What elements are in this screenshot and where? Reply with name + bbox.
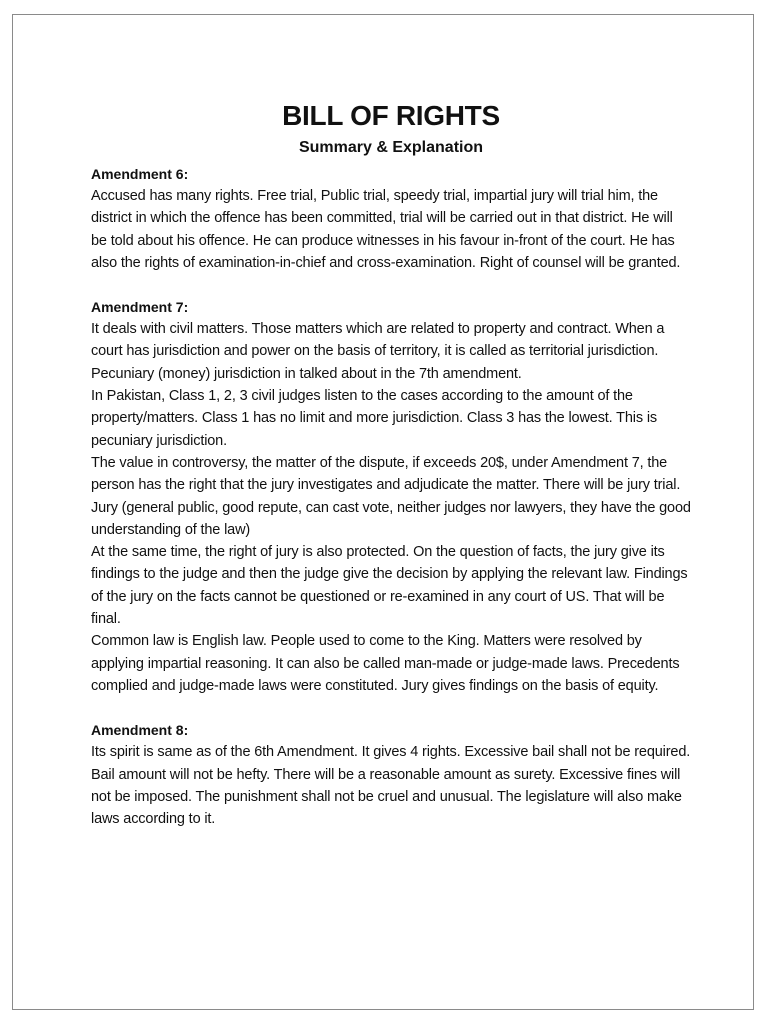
section-paragraph: It deals with civil matters. Those matters which are related to property and contract. When a court has jurisdiction and power on the basis of territory, it is called as territorial jurisdiction. Pecuniary (money) jurisdiction in talked about in the 7th amendment. bbox=[91, 321, 665, 382]
section-amendment-6 bbox=[91, 163, 691, 274]
document-body bbox=[91, 99, 691, 830]
section-paragraph: Common law is English law. People used to come to the King. Matters were resolved by applying impartial reasoning. It can also be called man-made or judge-made laws. Precedents complied and judge-made laws were constituted. Jury gives findings on the basis of equity. bbox=[91, 633, 680, 694]
section-amendment-8 bbox=[91, 719, 691, 830]
section-paragraph: At the same time, the right of jury is also protected. On the question of facts, the jury give its findings to the judge and then the judge give the decision by applying the relevant law. Findings of the jury on the facts cannot be questioned or re-examined in any court of US. That will be final. bbox=[91, 544, 688, 628]
section-paragraph: Its spirit is same as of the 6th Amendment. It gives 4 rights. Excessive bail shall not be required. Bail amount will not be hefty. There will be a reasonable amount as surety. Excessive fines will not be imposed. The punishment shall not be cruel and unusual. The legislature will also make laws according to it. bbox=[91, 744, 691, 828]
section-heading: Amendment 8: bbox=[91, 722, 189, 739]
document-page bbox=[12, 14, 754, 1010]
section-amendment-7 bbox=[91, 296, 691, 697]
section-paragraph: Accused has many rights. Free trial, Public trial, speedy trial, impartial jury will trial him, the district in which the offence has been committed, trial will be carried out in that district. He will be told about his offence. He can produce witnesses in his favour in-front of the court. He has also the rights of examination-in-chief and cross-examination. Right of counsel will be granted. bbox=[91, 188, 681, 271]
section-heading: Amendment 6: bbox=[91, 166, 189, 182]
document-subtitle: Summary & Explanation bbox=[298, 139, 484, 156]
section-paragraph: In Pakistan, Class 1, 2, 3 civil judges listen to the cases according to the amount of the property/matters. Class 1 has no limit and more jurisdiction. Class 3 has the lowest. This is pecuniary jurisdiction. bbox=[91, 388, 658, 449]
section-paragraph: The value in controversy, the matter of the dispute, if exceeds 20$, under Amendment 7, the person has the right that the jury investigates and adjudicate the matter. There will be jury trial. Jury (general public, good repute, can cast vote, neither judges nor lawyers, they have the good understanding of the law) bbox=[91, 454, 691, 538]
section-heading: Amendment 7: bbox=[91, 299, 189, 316]
document-title: BILL OF RIGHTS bbox=[282, 100, 500, 131]
